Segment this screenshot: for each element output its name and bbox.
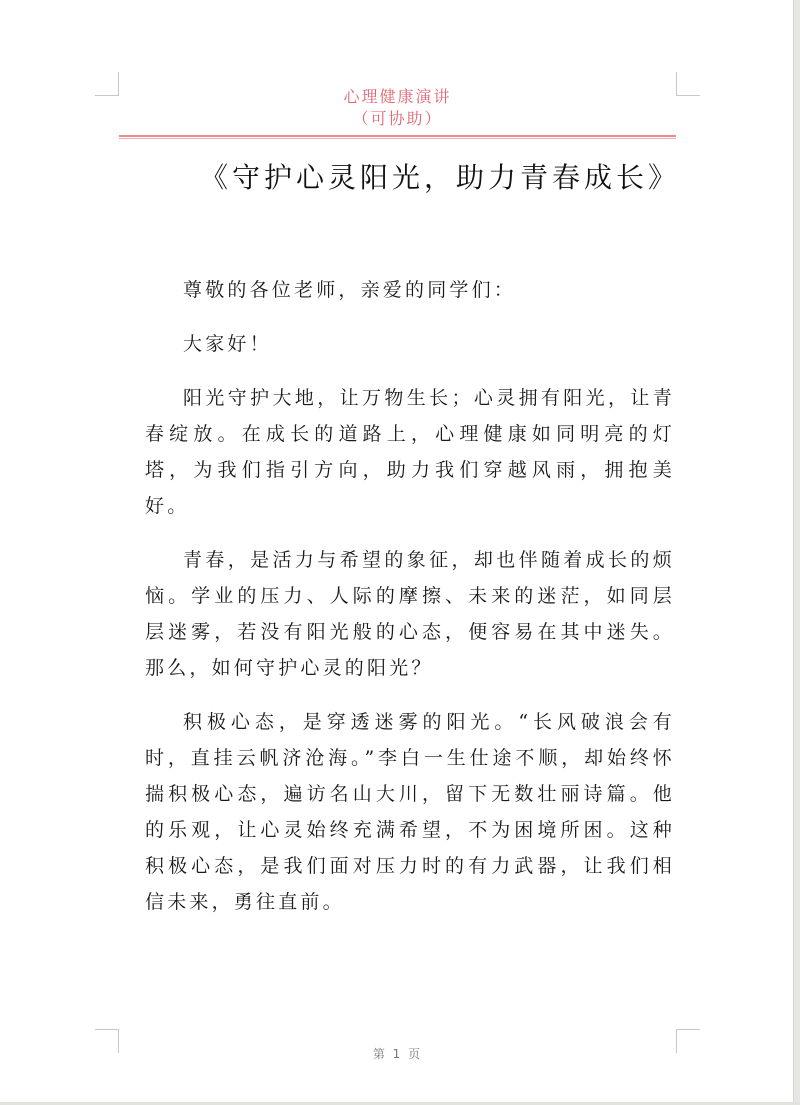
page-number: 第 1 页 bbox=[372, 1047, 423, 1061]
crop-mark-bottom-right bbox=[676, 1029, 700, 1053]
paragraph-salutation: 尊敬的各位老师，亲爱的同学们： bbox=[183, 279, 517, 301]
paragraph: 阳光守护大地，让万物生长；心灵拥有阳光，让青春绽放。在成长的道路上，心理健康如同明亮的灯塔，为我们指引方向，助力我们穿越风雨，拥抱美好。 bbox=[145, 387, 675, 517]
header-divider bbox=[119, 135, 676, 139]
paragraph-greeting: 大家好！ bbox=[183, 333, 272, 355]
page-header bbox=[119, 86, 676, 130]
crop-mark-bottom-left bbox=[95, 1029, 119, 1053]
header-title: 心理健康演讲 bbox=[343, 87, 452, 106]
header-subtitle: （可协助） bbox=[352, 109, 443, 128]
page-footer bbox=[119, 1045, 676, 1062]
vertical-scrollbar-track[interactable] bbox=[793, 0, 800, 1105]
crop-mark-top-right bbox=[676, 72, 700, 96]
paragraph: 积极心态，是穿透迷雾的阳光。“长风破浪会有时，直挂云帆济沧海。”李白一生仕途不顺，却始终怀揣积极心态，遍访名山大川，留下无数壮丽诗篇。他的乐观，让心灵始终充满希望，不为困境所困。这种积极心态，是我们面对压力时的有力武器，让我们相信未来，勇往直前。 bbox=[145, 711, 675, 913]
paragraph: 青春，是活力与希望的象征，却也伴随着成长的烦恼。学业的压力、人际的摩擦、未来的迷茫，如同层层迷雾，若没有阳光般的心态，便容易在其中迷失。那么，如何守护心灵的阳光？ bbox=[145, 549, 675, 679]
document-title: 《守护心灵阳光，助力青春成长》 bbox=[199, 161, 680, 194]
document-body[interactable] bbox=[145, 272, 675, 938]
crop-mark-top-left bbox=[95, 72, 119, 96]
